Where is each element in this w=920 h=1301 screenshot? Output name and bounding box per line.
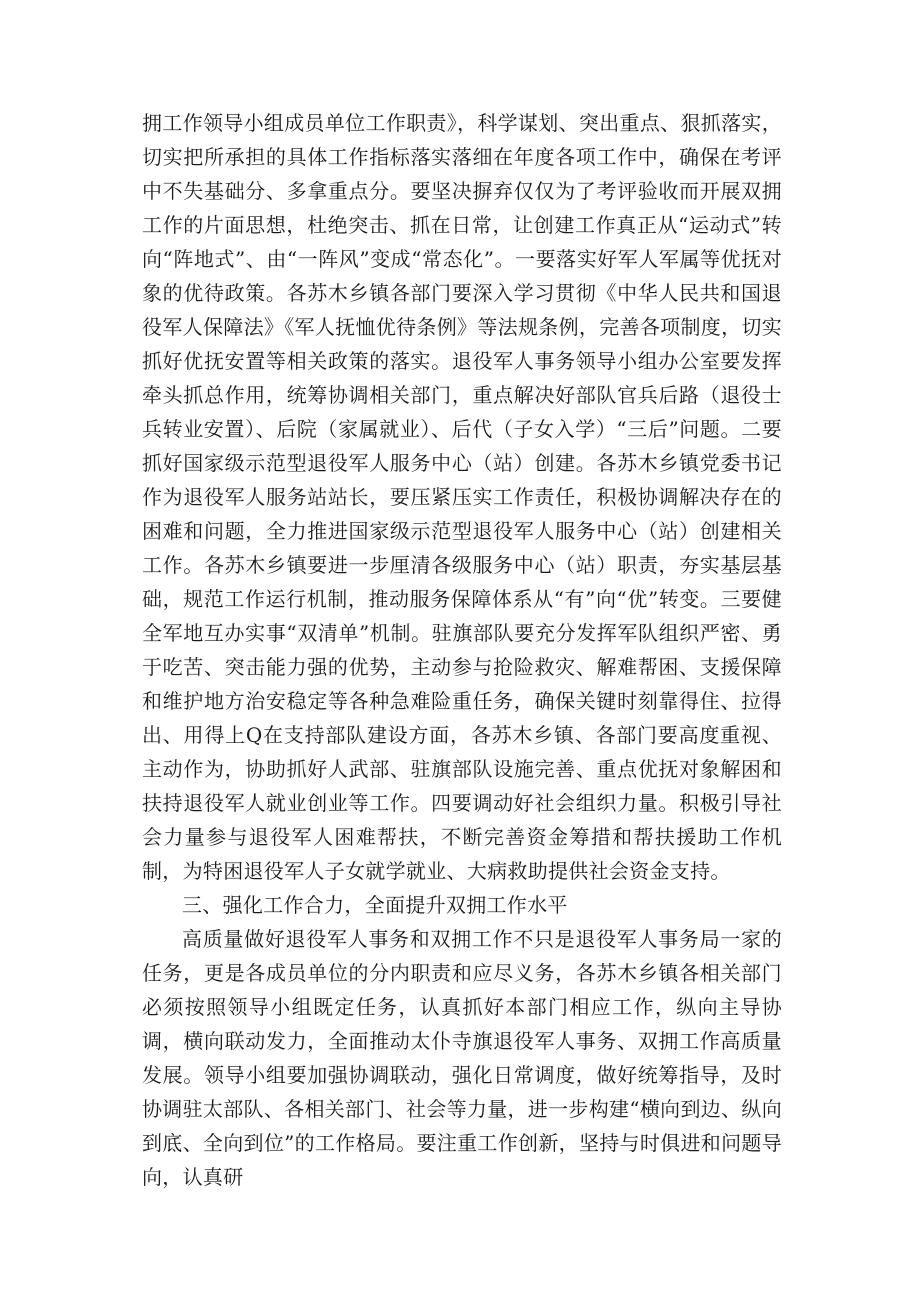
body-paragraph: 高质量做好退役军人事务和双拥工作不只是退役军人事务局一家的任务，更是各成员单位的分内职责和应尽义务，各苏木乡镇各相关部门必须按照领导小组既定任务，认真抓好本部门相应工作，纵向主导协调，横向联动发力，全面推动太仆寺旗退役军人事务、双拥工作高质量发展。领导小组要加强协调联动，强化日常调度，做好统筹指导，及时协调驻太部队、各相关部门、社会等力量，进一步构建“横向到边、纵向到底、全向到位”的工作格局。要注重工作创新，坚持与时俱进和问题导向，认真研 bbox=[142, 927, 782, 1189]
body-paragraph-continued: 拥工作领导小组成员单位工作职责》，科学谋划、突出重点、狠抓落实，切实把所承担的具体工作指标落实落细在年度各项工作中，确保在考评中不失基础分、多拿重点分。要坚决摒弃仅仅为了考评验收而开展双拥工作的片面思想，杜绝突击、抓在日常，让创建工作真正从“运动式”转向“阵地式”、由“一阵风”变成“常态化”。一要落实好军人军属等优抚对象的优待政策。各苏木乡镇各部门要深入学习贯彻《中华人民共和国退役军人保障法》《军人抚恤优待条例》等法规条例，完善各项制度，切实抓好优抚安置等相关政策的落实。退役军人事务领导小组办公室要发挥牵头抓总作用，统筹协调相关部门，重点解决好部队官兵后路（退役士兵转业安置）、后院（家属就业）、后代（子女入学）“三后”问题。二要抓好国家级示范型退役军人服务中心（站）创建。各苏木乡镇党委书记作为退役军人服务站站长，要压紧压实工作责任，积极协调解决存在的困难和问题，全力推进国家级示范型退役军人服务中心（站）创建相关工作。各苏木乡镇要进一步厘清各级服务中心（站）职责，夯实基层基础，规范工作运行机制，推动服务保障体系从“有”向“优”转变。三要健全军地互办实事“双清单”机制。驻旗部队要充分发挥军队组织严密、勇于吃苦、突击能力强的优势，主动参与抢险救灾、解难帮困、支援保障和维护地方治安稳定等各种急难险重任务，确保关键时刻靠得住、拉得出、用得上Q在支持部队建设方面，各苏木乡镇、各部门要高度重视、主动作为，协助抓好人武部、驻旗部队设施完善、重点优抚对象解困和扶持退役军人就业创业等工作。四要调动好社会组织力量。积极引导社会力量参与退役军人困难帮扶，不断完善资金筹措和帮扶援助工作机制，为特困退役军人子女就学就业、大病救助提供社会资金支持。 bbox=[142, 111, 782, 883]
section-heading-3: 三、强化工作合力，全面提升双拥工作水平 bbox=[182, 893, 568, 917]
document-body bbox=[142, 106, 782, 1194]
